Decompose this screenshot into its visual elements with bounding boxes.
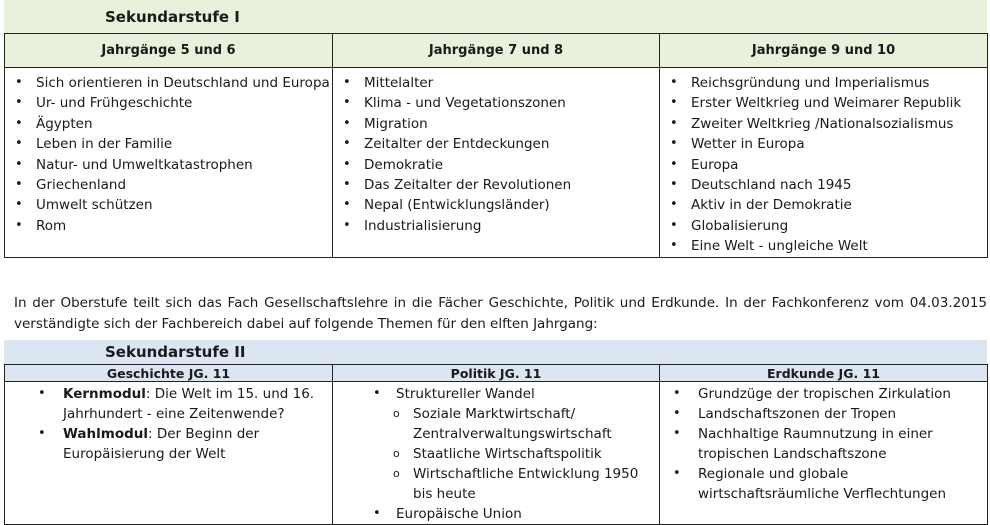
sek2-title: Sekundarstufe II xyxy=(105,343,246,361)
sub-list-item: o Wirtschaftliche Entwicklung 1950 bis heute xyxy=(333,464,659,504)
sek1-col-header: Jahrgänge 7 und 8 xyxy=(333,34,660,68)
list-item: • Sich orientieren in Deutschland und Europa xyxy=(5,73,332,93)
sek2-table xyxy=(4,364,988,525)
sek1-body-row xyxy=(5,68,988,258)
wahlmodul-text: : Der Beginn der Europäisierung der Welt xyxy=(63,426,260,462)
intro-paragraph: In der Oberstufe teilt sich das Fach Gesellschaftslehre in die Fächer Geschichte, Politik und Erdkunde. In der Fachkonferenz vom 04.03.2015 verständigte sich der Fachbereich dabei auf folgende Themen für den elften Jahrgang: xyxy=(14,294,987,332)
list-item: • Das Zeitalter der Revolutionen xyxy=(333,175,659,195)
list-item: • Reichsgründung und Imperialismus xyxy=(660,73,987,93)
list-item: • Migration xyxy=(333,114,659,134)
list-item: • Nepal (Entwicklungsländer) xyxy=(333,195,659,215)
sek1-header-row xyxy=(5,34,988,68)
list-item: • Demokratie xyxy=(333,155,659,175)
sek1-title-band xyxy=(4,0,987,33)
sek2-section xyxy=(4,340,987,525)
list-item: • Industrialisierung xyxy=(333,216,659,236)
list-item: • Leben in der Familie xyxy=(5,134,332,154)
list-item: • Europa xyxy=(660,155,987,175)
sub-list-item: o Staatliche Wirtschaftspolitik xyxy=(333,444,659,464)
list-item: • Rom xyxy=(5,216,332,236)
sek2-header-row xyxy=(5,365,988,382)
sek2-politik-cell xyxy=(333,382,660,525)
list-item: • Zweiter Weltkrieg /Nationalsozialismus xyxy=(660,114,987,134)
list-item: • Nachhaltige Raumnutzung in einer tropischen Landschaftszone xyxy=(660,424,987,464)
list-item: • Ägypten xyxy=(5,114,332,134)
sek2-body-row xyxy=(5,382,988,525)
list-item: • Aktiv in der Demokratie xyxy=(660,195,987,215)
list-item: • Eine Welt - ungleiche Welt xyxy=(660,236,987,256)
list-item: • Grundzüge der tropischen Zirkulation xyxy=(660,384,987,404)
wahlmodul-label: Wahlmodul xyxy=(63,426,149,442)
sek1-table xyxy=(4,33,988,258)
sek2-title-band xyxy=(4,340,987,364)
sek1-title: Sekundarstufe I xyxy=(105,8,240,26)
list-item: • Wetter in Europa xyxy=(660,134,987,154)
sek1-col-header: Jahrgänge 5 und 6 xyxy=(5,34,333,68)
sek2-col-header: Geschichte JG. 11 xyxy=(5,365,333,382)
list-item: • Ur- und Frühgeschichte xyxy=(5,93,332,113)
list-item: • Regionale und globale wirtschaftsräumliche Verflechtungen xyxy=(660,464,987,504)
list-item: • Struktureller Wandel xyxy=(333,384,659,404)
sek2-geschichte-cell xyxy=(5,382,333,525)
list-item: • Landschaftszonen der Tropen xyxy=(660,404,987,424)
list-item: • Griechenland xyxy=(5,175,332,195)
list-item xyxy=(5,424,332,464)
list-item: • Europäische Union xyxy=(333,504,659,524)
list-item: • Deutschland nach 1945 xyxy=(660,175,987,195)
sek1-section xyxy=(4,0,987,258)
sek2-erdkunde-cell xyxy=(660,382,988,525)
list-item: • Erster Weltkrieg und Weimarer Republik xyxy=(660,93,987,113)
list-item: • Natur- und Umweltkatastrophen xyxy=(5,155,332,175)
sek1-col-7-8 xyxy=(333,68,660,258)
sek1-col-header: Jahrgänge 9 und 10 xyxy=(660,34,988,68)
list-item: • Klima - und Vegetationszonen xyxy=(333,93,659,113)
kernmodul-label: Kernmodul xyxy=(63,386,146,402)
sek2-col-header: Erdkunde JG. 11 xyxy=(660,365,988,382)
sek1-col-5-6 xyxy=(5,68,333,258)
list-item: • Globalisierung xyxy=(660,216,987,236)
kernmodul-text: : Die Welt im 15. und 16. Jahrhundert - eine Zeitenwende? xyxy=(63,386,315,422)
sub-list-item: o Soziale Marktwirtschaft/ Zentralverwaltungswirtschaft xyxy=(333,404,659,444)
list-item: • Mittelalter xyxy=(333,73,659,93)
sek1-col-9-10 xyxy=(660,68,988,258)
list-item: • Umwelt schützen xyxy=(5,195,332,215)
list-item xyxy=(5,384,332,424)
sek2-col-header: Politik JG. 11 xyxy=(333,365,660,382)
list-item: • Zeitalter der Entdeckungen xyxy=(333,134,659,154)
